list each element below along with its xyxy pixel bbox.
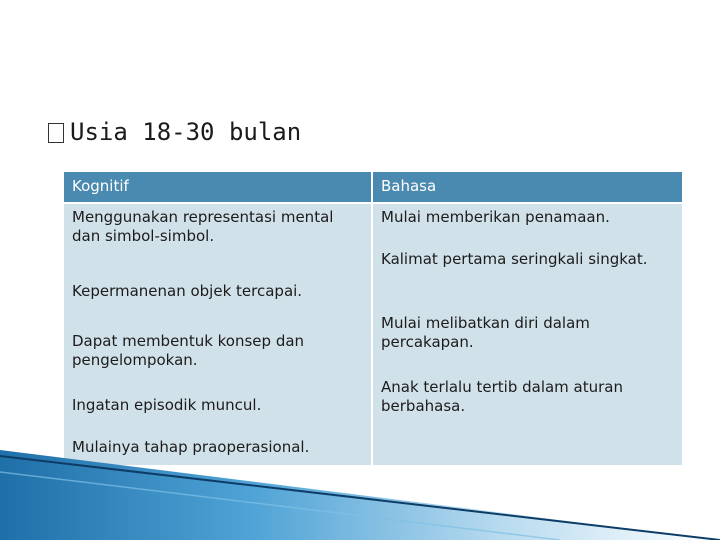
kognitif-item: Ingatan episodik muncul.	[72, 396, 262, 414]
header-bahasa: Bahasa	[373, 172, 682, 202]
table-body	[64, 204, 682, 465]
table-header-row	[64, 172, 682, 204]
kognitif-item: Mulainya tahap praoperasional.	[72, 438, 310, 456]
section-heading	[48, 118, 301, 146]
bahasa-column	[373, 204, 682, 465]
bahasa-item: Mulai memberikan penamaan.	[381, 208, 610, 226]
comparison-table	[64, 172, 682, 465]
kognitif-item: Dapat membentuk konsep dan pengelompokan.	[72, 332, 305, 369]
kognitif-item: Kepermanenan objek tercapai.	[72, 282, 303, 300]
section-heading-text: Usia 18-30 bulan	[70, 118, 302, 146]
header-kognitif: Kognitif	[64, 172, 373, 202]
bahasa-item: Mulai melibatkan diri dalam percakapan.	[381, 314, 590, 351]
bahasa-item: Anak terlalu tertib dalam aturan berbahasa.	[381, 378, 624, 415]
kognitif-item: Menggunakan representasi mental dan simbol-simbol.	[72, 208, 334, 245]
kognitif-column	[64, 204, 373, 465]
bullet-square-icon	[48, 123, 64, 143]
bahasa-item: Kalimat pertama seringkali singkat.	[381, 250, 648, 268]
decorative-swoosh	[0, 450, 720, 540]
